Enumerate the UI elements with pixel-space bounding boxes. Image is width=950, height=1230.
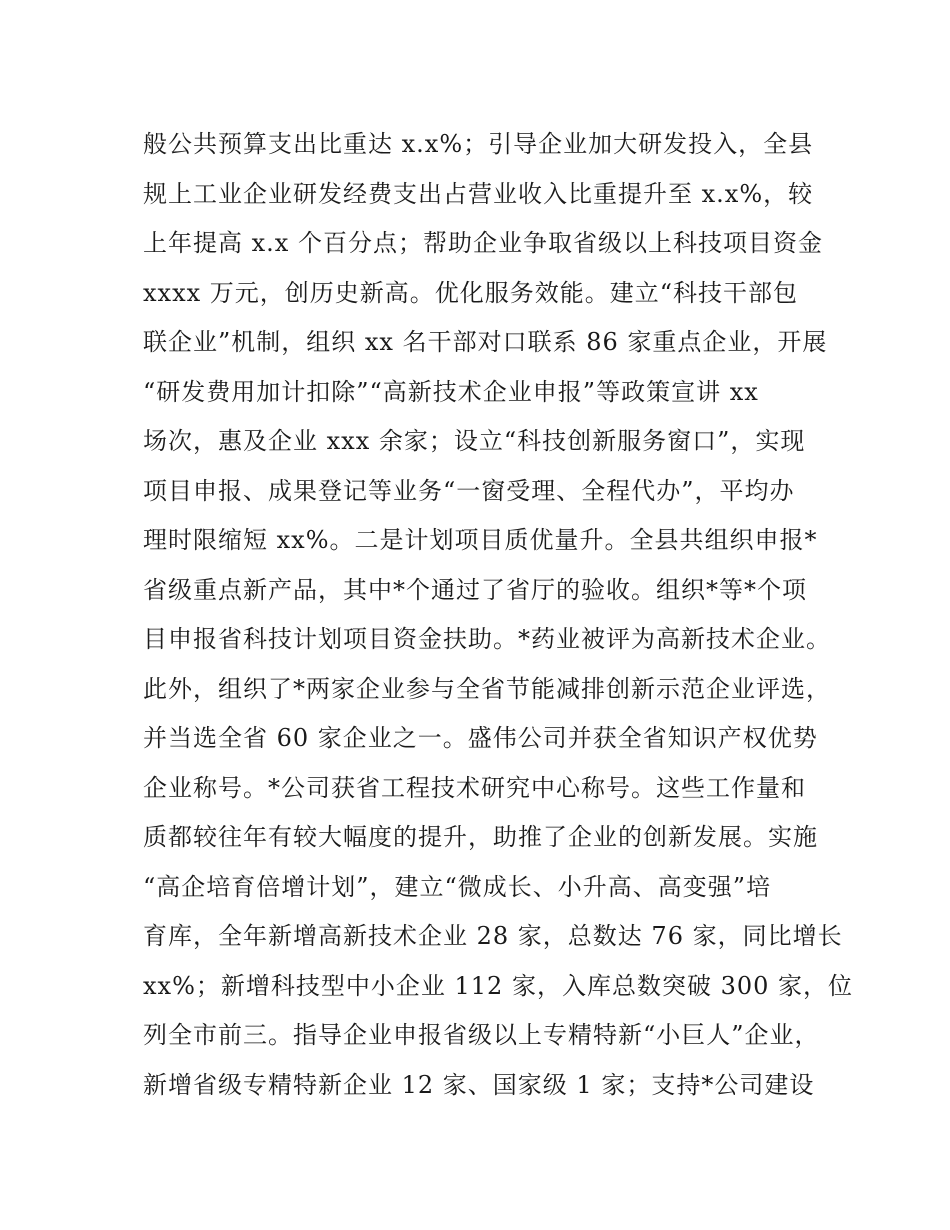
text-line: 质都较往年有较大幅度的提升，助推了企业的创新发展。实施 <box>143 823 818 851</box>
text-line: 企业称号。*公司获省工程技术研究中心称号。这些工作量和 <box>143 773 806 802</box>
text-line: 场次，惠及企业 xxx 余家；设立“科技创新服务窗口”，实现 <box>143 427 806 455</box>
text-line: xxxx 万元，创历史新高。优化服务效能。建立“科技干部包 <box>143 278 799 307</box>
text-line: xx%；新增科技型中小企业 112 家，入库总数突破 300 家，位 <box>143 971 854 1000</box>
text-line: 目申报省科技计划项目资金扶助。*药业被评为高新技术企业。 <box>143 625 831 653</box>
text-line: 此外，组织了*两家企业参与全省节能减排创新示范企业评选， <box>143 674 831 703</box>
text-line: 列全市前三。指导企业申报省级以上专精特新“小巨人”企业， <box>143 1021 820 1049</box>
text-line: 育库，全年新增高新技术企业 28 家，总数达 76 家，同比增长 <box>143 922 843 950</box>
text-line: 上年提高 x.x 个百分点；帮助企业争取省级以上科技项目资金 <box>143 229 823 257</box>
text-line: “研发费用加计扣除”“高新技术企业申报”等政策宣讲 xx <box>143 377 759 406</box>
text-line: 联企业”机制，组织 xx 名干部对口联系 86 家重点企业，开展 <box>143 328 828 356</box>
text-line: 新增省级专精特新企业 12 家、国家级 1 家；支持*公司建设 <box>143 1070 815 1099</box>
body-paragraph <box>143 120 854 1110</box>
text-line: 省级重点新产品，其中*个通过了省厅的验收。组织*等*个项 <box>143 575 807 604</box>
text-line: “高企培育倍增计划”，建立“微成长、小升高、高变强”培 <box>143 872 772 901</box>
text-line: 规上工业企业研发经费支出占营业收入比重提升至 x.x%，较 <box>143 179 814 208</box>
text-line: 项目申报、成果登记等业务“一窗受理、全程代办”，平均办 <box>143 476 795 505</box>
text-line: 般公共预算支出比重达 x.x%；引导企业加大研发投入，全县 <box>143 130 814 158</box>
text-line: 理时限缩短 xx%。二是计划项目质优量升。全县共组织申报* <box>143 526 818 554</box>
text-line: 并当选全省 60 家企业之一。盛伟公司并获全省知识产权优势 <box>143 724 818 752</box>
